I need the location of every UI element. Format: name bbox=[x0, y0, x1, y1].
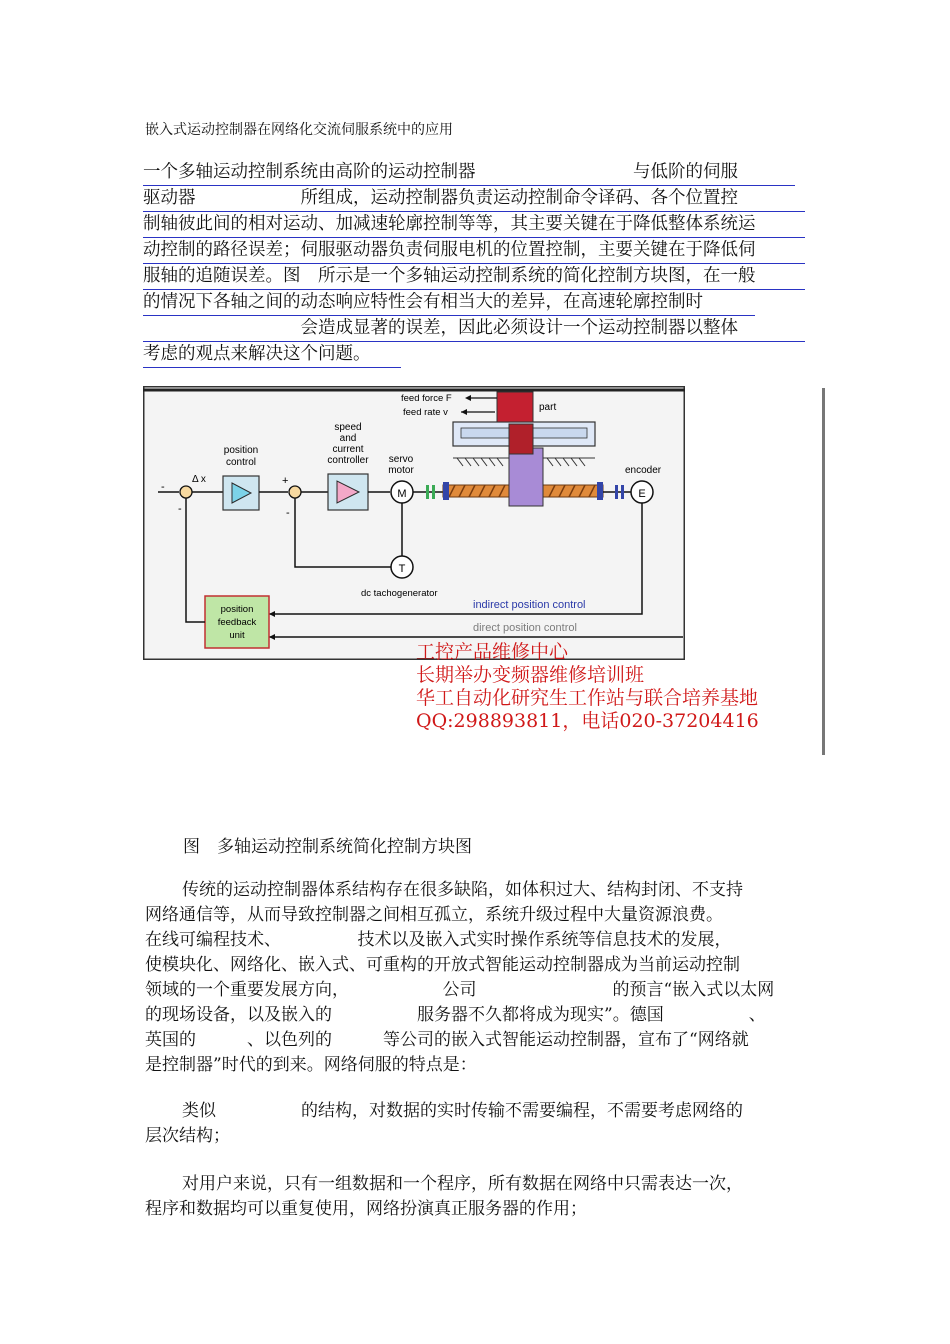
text-line: 英国的 、以色列的 等公司的嵌入式智能运动控制器，宣布了“网络就 bbox=[145, 1030, 749, 1050]
watermark-line: 华工自动化研究生工作站与联合培养基地 bbox=[416, 687, 759, 709]
delta-x-label: Δ x bbox=[192, 474, 206, 485]
text-line: 使模块化、网络化、嵌入式、可重构的开放式智能运动控制器成为当前运动控制 bbox=[145, 955, 740, 975]
text-line: 制轴彼此间的相对运动、加减速轮廓控制等等，其主要关键在于降低整体系统运 bbox=[143, 212, 805, 238]
text-line: 类似 的结构，对数据的实时传输不需要编程，不需要考虑网络的 bbox=[182, 1101, 743, 1121]
text-line: 动控制的路径误差；伺服驱动器负责伺服电机的位置控制，主要关键在于降低伺 bbox=[143, 238, 805, 264]
feedback-label-2: feedback bbox=[217, 617, 257, 628]
feedback-label-3: unit bbox=[229, 630, 245, 641]
text-line: 程序和数据均可以重复使用，网络扮演真正服务器的作用； bbox=[145, 1199, 587, 1219]
text-line: 的现场设备，以及嵌入的 服务器不久都将成为现实”。德国 、 bbox=[145, 1005, 766, 1025]
slide-carriage bbox=[509, 448, 543, 506]
text-line: 在线可编程技术、 技术以及嵌入式实时操作系统等信息技术的发展， bbox=[145, 930, 732, 950]
tachogenerator-label: dc tachogenerator bbox=[361, 588, 438, 599]
figure-right-edge bbox=[822, 388, 825, 755]
intro-paragraph bbox=[143, 160, 808, 368]
paragraph-3 bbox=[145, 1099, 810, 1149]
direct-position-control-label: direct position control bbox=[473, 622, 577, 634]
paragraph-2 bbox=[145, 878, 810, 1078]
text-line: 领域的一个重要发展方向， 公司 的预言“嵌入式以太网 bbox=[145, 980, 775, 1000]
svg-text:-: - bbox=[286, 507, 290, 519]
motor-label: motor bbox=[388, 465, 414, 476]
text-line: 一个多轴运动控制系统由高阶的运动控制器 与低阶的伺服 bbox=[143, 160, 795, 186]
encoder-label: encoder bbox=[625, 465, 662, 476]
block-diagram-svg bbox=[143, 386, 685, 660]
watermark-line: 长期举办变频器维修培训班 bbox=[416, 664, 645, 686]
motor-letter: M bbox=[397, 488, 407, 500]
red-watermark bbox=[416, 641, 759, 733]
feed-force-label: feed force F bbox=[401, 393, 452, 404]
pos-ctrl-label-2: control bbox=[225, 457, 257, 468]
text-line: 会造成显著的误差，因此必须设计一个运动控制器以整体 bbox=[143, 316, 805, 342]
pos-ctrl-label-1: position bbox=[223, 445, 259, 456]
block-diagram-figure bbox=[143, 386, 685, 660]
summing-junction-1 bbox=[180, 486, 192, 498]
text-line: 传统的运动控制器体系结构存在很多缺陷，如体积过大、结构封闭、不支持 bbox=[182, 880, 743, 900]
svg-text:+: + bbox=[282, 475, 289, 487]
text-line: 驱动器 所组成，运动控制器负责运动控制命令译码、各个位置控 bbox=[143, 186, 805, 212]
text-line: 考虑的观点来解决这个问题。 bbox=[143, 342, 401, 368]
controller-label: controller bbox=[327, 455, 369, 466]
summing-junction-2 bbox=[289, 486, 301, 498]
and-label: and bbox=[339, 433, 357, 444]
text-line: 对用户来说，只有一组数据和一个程序，所有数据在网络中只需表达一次， bbox=[182, 1174, 743, 1194]
speed-label: speed bbox=[334, 422, 362, 433]
watermark-line: QQ:298893811，电话020-37204416 bbox=[416, 710, 759, 732]
paragraph-4 bbox=[145, 1172, 810, 1222]
watermark-line: 工控产品维修中心 bbox=[416, 641, 569, 663]
text-line: 是控制器”时代的到来。网络伺服的特点是： bbox=[145, 1055, 477, 1075]
svg-text:-: - bbox=[178, 503, 182, 515]
part-block bbox=[509, 424, 533, 454]
part-label: part bbox=[539, 402, 557, 413]
encoder-letter: E bbox=[638, 488, 646, 500]
feedback-label-1: position bbox=[220, 604, 254, 615]
feed-rate-label: feed rate v bbox=[403, 407, 448, 418]
svg-text:-: - bbox=[161, 481, 165, 493]
current-label: current bbox=[332, 444, 364, 455]
text-line: 的情况下各轴之间的动态响应特性会有相当大的差异，在高速轮廓控制时 bbox=[143, 290, 755, 316]
document-title: 嵌入式运动控制器在网络化交流伺服系统中的应用 bbox=[145, 122, 453, 138]
text-line: 网络通信等，从而导致控制器之间相互孤立，系统升级过程中大量资源浪费。 bbox=[145, 905, 723, 925]
indirect-position-control-label: indirect position control bbox=[473, 599, 586, 611]
tacho-letter: T bbox=[398, 563, 406, 575]
figure-caption: 图 多轴运动控制系统简化控制方块图 bbox=[183, 837, 472, 857]
text-line: 层次结构； bbox=[145, 1126, 230, 1146]
text-line: 服轴的追随误差。图 所示是一个多轴运动控制系统的简化控制方块图，在一般 bbox=[143, 264, 805, 290]
servo-label: servo bbox=[388, 454, 414, 465]
